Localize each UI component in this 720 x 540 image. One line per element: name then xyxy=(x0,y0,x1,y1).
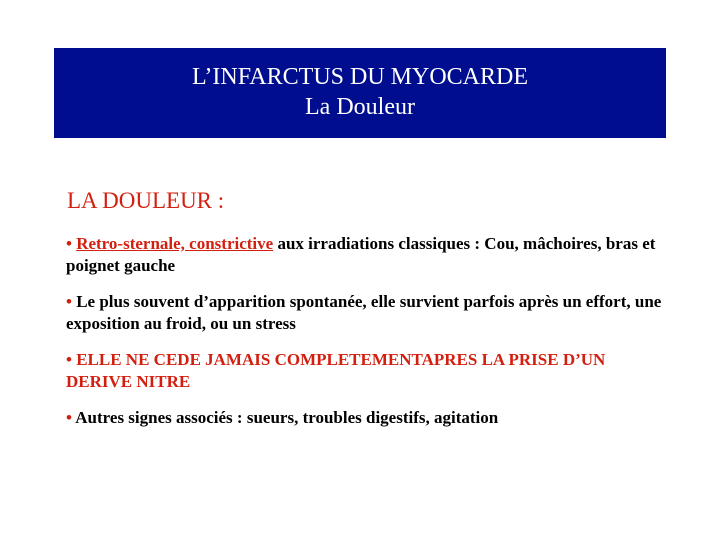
bullet-text: Le plus souvent d’apparition spontanée, elle survient parfois après un effort, une exposition au froid, ou un stress xyxy=(66,292,662,333)
bullet-item-1 xyxy=(66,233,666,277)
title-banner xyxy=(54,48,666,138)
bullet-text: aux irradiations classiques : Cou, mâchoires, bras et poignet gauche xyxy=(66,234,656,275)
bullet-text: ELLE NE CEDE JAMAIS COMPLETEMENTAPRES LA PRISE D’UN DERIVE NITRE xyxy=(66,350,606,391)
bullet-item-2 xyxy=(66,291,666,335)
bullet-item-4 xyxy=(66,407,666,429)
bullet-marker: • xyxy=(66,234,72,253)
bullet-marker: • xyxy=(66,408,72,427)
bullet-marker: • xyxy=(66,350,72,369)
bullet-marker: • xyxy=(66,292,72,311)
bullet-highlight: Retro-sternale, constrictive xyxy=(76,234,274,253)
bullet-list xyxy=(66,233,666,443)
title-line-2: La Douleur xyxy=(305,94,415,120)
bullet-text: Autres signes associés : sueurs, troubles digestifs, agitation xyxy=(75,408,499,427)
title-line-1: L’INFARCTUS DU MYOCARDE xyxy=(191,64,529,90)
bullet-item-3 xyxy=(66,349,666,393)
section-heading: LA DOULEUR : xyxy=(67,188,225,213)
